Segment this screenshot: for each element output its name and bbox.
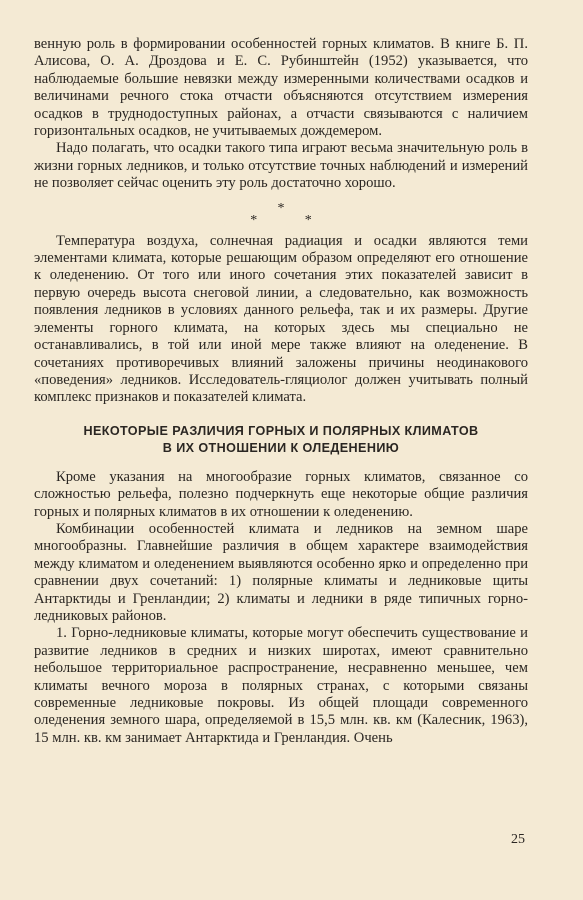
section-heading-line1: НЕКОТОРЫЕ РАЗЛИЧИЯ ГОРНЫХ И ПОЛЯРНЫХ КЛИМАТОВ	[83, 423, 479, 438]
paragraph-combinations: Комбинации особенностей климата и ледников на земном шаре многообразны. Главнейшие различия в общем характере взаимодействия между климатом и оледенением выявляются особенно ярко и определенно при сравнении двух сочетаний: 1) полярные климаты и ледниковые щиты Антарктиды и Гренландии; 2) климаты и ледники в ряде типичных горно-ледниковых районов.	[34, 520, 528, 624]
separator-star-top: *	[277, 200, 285, 216]
page-body	[34, 36, 528, 747]
separator-stars-bottom: * *	[250, 212, 334, 228]
section-heading	[34, 423, 528, 457]
section-separator	[34, 200, 528, 228]
paragraph-climate-elements: Температура воздуха, солнечная радиация и осадки являются теми элементами климата, которые решающим образом определяют его отношение к оледенению. От того или иного сочетания этих показателей зависит в первую очередь высота снеговой линии, а следовательно, как возможность появления ледников в условиях данного рельефа, так и их размеры. Другие элементы горного климата, на которых здесь мы специально не останавливались, в той или иной мере также влияют на оледенение. В сочетаниях противоречивых влияний заложены причины неодинакового «поведения» ледников. Исследователь-гляциолог должен учитывать полный комплекс признаков и показателей климата.	[34, 232, 528, 406]
paragraph-horizontal-precipitation: Надо полагать, что осадки такого типа играют весьма значительную роль в жизни горных ледников, и только отсутствие точных наблюдений и измерений не позволяет сейчас оценить эту роль достаточно хорошо.	[34, 140, 528, 192]
paragraph-continued: венную роль в формировании особенностей горных климатов. В книге Б. П. Алисова, О. А. Дроздова и Е. С. Рубинштейн (1952) указывается, что наблюдаемые большие невязки между измеренными количествами осадков и величинами речного стока отчасти объясняются отсутствием измерения осадков в труднодоступных районах, а отчасти связываются с наличием горизонтальных осадков, не учитываемых дождемером.	[34, 36, 528, 140]
section-heading-line2: В ИХ ОТНОШЕНИИ К ОЛЕДЕНЕНИЮ	[162, 440, 400, 455]
page-number: 25	[511, 832, 525, 847]
paragraph-general-differences: Кроме указания на многообразие горных климатов, связанное со сложностью рельефа, полезно подчеркнуть еще некоторые общие различия горных и полярных климатов в их отношении к оледенению.	[34, 468, 528, 520]
paragraph-mountain-glacier-climates: 1. Горно-ледниковые климаты, которые могут обеспечить существование и развитие ледников в средних и низких широтах, имеют сравнительно небольшое территориальное распространение, несравненно меньшее, чем климаты вечного мороза в полярных странах, с которыми связаны современные ледниковые покровы. Из общей площади современного оледенения земного шара, определяемой в 15,5 млн. кв. км (Калесник, 1963), 15 млн. кв. км занимает Антарктида и Гренландия. Очень	[34, 625, 528, 746]
